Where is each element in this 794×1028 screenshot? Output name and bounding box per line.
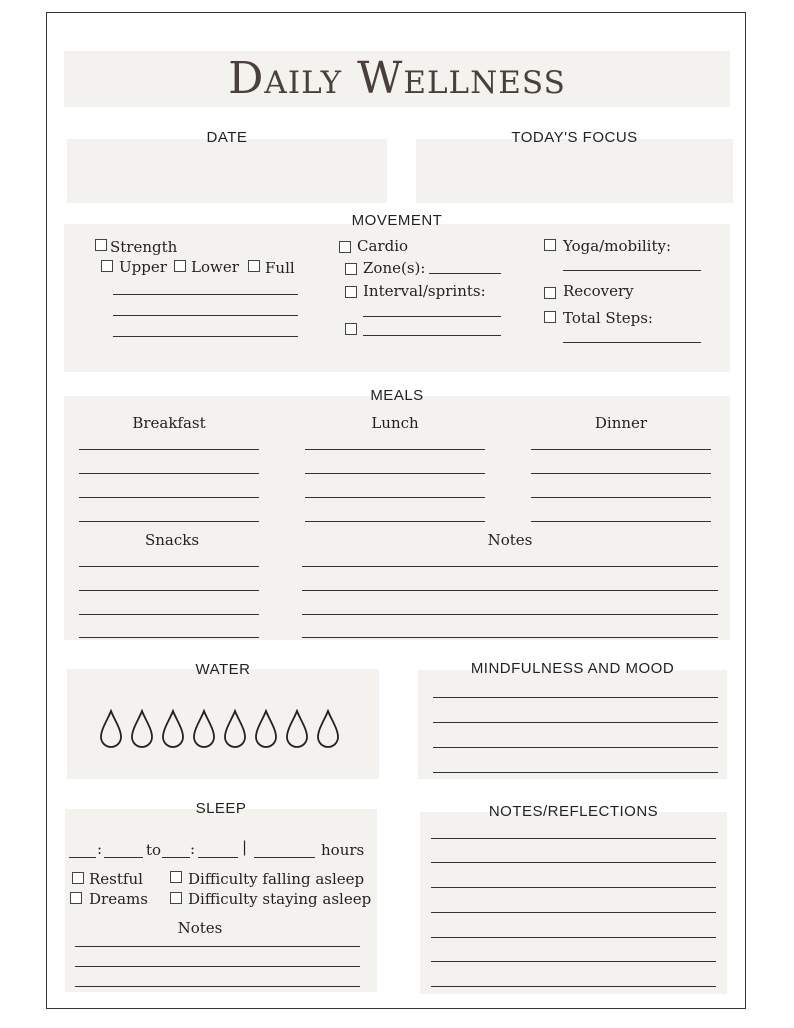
- snacks-line[interactable]: [79, 590, 259, 591]
- sleep-end-minute[interactable]: [198, 857, 238, 858]
- lower-label: Lower: [191, 258, 239, 276]
- reflections-line[interactable]: [431, 862, 716, 863]
- difficulty-falling-checkbox[interactable]: [170, 871, 182, 883]
- interval-label: Interval/sprints:: [363, 282, 486, 300]
- date-field[interactable]: [67, 139, 387, 203]
- total-steps-line[interactable]: [563, 342, 701, 343]
- reflections-label: NOTES/REFLECTIONS: [488, 803, 659, 820]
- dinner-line[interactable]: [531, 449, 711, 450]
- sleep-hours-label: hours: [321, 841, 365, 859]
- water-drop-icon[interactable]: [254, 709, 278, 749]
- sleep-label: SLEEP: [195, 800, 247, 817]
- dinner-line[interactable]: [531, 497, 711, 498]
- breakfast-line[interactable]: [79, 473, 259, 474]
- mindfulness-line[interactable]: [433, 697, 718, 698]
- reflections-line[interactable]: [431, 912, 716, 913]
- water-drop-icon[interactable]: [130, 709, 154, 749]
- focus-field[interactable]: [416, 139, 733, 203]
- water-drop-icon[interactable]: [223, 709, 247, 749]
- sleep-hours-field[interactable]: [254, 857, 315, 858]
- upper-label: Upper: [119, 258, 167, 276]
- lower-checkbox[interactable]: [174, 260, 186, 272]
- strength-line[interactable]: [113, 336, 298, 337]
- breakfast-line[interactable]: [79, 521, 259, 522]
- cardio-label: Cardio: [357, 237, 409, 255]
- reflections-line[interactable]: [431, 937, 716, 938]
- snacks-line[interactable]: [79, 614, 259, 615]
- sleep-colon: :: [97, 840, 103, 858]
- dreams-checkbox[interactable]: [70, 892, 82, 904]
- sleep-colon: :: [190, 840, 196, 858]
- total-steps-label: Total Steps:: [563, 309, 653, 327]
- lunch-line[interactable]: [305, 449, 485, 450]
- water-drop-icon[interactable]: [161, 709, 185, 749]
- page-title: Daily Wellness: [64, 51, 730, 107]
- recovery-label: Recovery: [563, 282, 634, 300]
- cardio-checkbox[interactable]: [339, 241, 351, 253]
- upper-checkbox[interactable]: [101, 260, 113, 272]
- restful-label: Restful: [89, 870, 143, 888]
- total-steps-checkbox[interactable]: [544, 311, 556, 323]
- snacks-line[interactable]: [79, 566, 259, 567]
- lunch-line[interactable]: [305, 473, 485, 474]
- dreams-label: Dreams: [89, 890, 148, 908]
- interval-checkbox[interactable]: [345, 286, 357, 298]
- yoga-line[interactable]: [563, 270, 701, 271]
- sleep-notes-line[interactable]: [75, 986, 360, 987]
- water-drop-icon[interactable]: [192, 709, 216, 749]
- mindfulness-label: MINDFULNESS AND MOOD: [470, 660, 675, 677]
- meals-section: [64, 396, 730, 640]
- reflections-section: [420, 812, 727, 994]
- difficulty-falling-label: Difficulty falling asleep: [188, 870, 365, 888]
- zones-line[interactable]: [429, 273, 501, 274]
- breakfast-label: Breakfast: [132, 414, 206, 432]
- snacks-line[interactable]: [79, 637, 259, 638]
- lunch-label: Lunch: [371, 414, 419, 432]
- meal-notes-line[interactable]: [302, 590, 718, 591]
- meal-notes-line[interactable]: [302, 566, 718, 567]
- snacks-label: Snacks: [144, 531, 200, 549]
- mindfulness-section: [418, 670, 727, 779]
- meal-notes-line[interactable]: [302, 614, 718, 615]
- zones-checkbox[interactable]: [345, 263, 357, 275]
- dinner-label: Dinner: [594, 414, 648, 432]
- other-checkbox[interactable]: [345, 323, 357, 335]
- sleep-start-hour[interactable]: [69, 857, 96, 858]
- strength-checkbox[interactable]: [95, 239, 107, 251]
- sleep-to-label: to: [146, 841, 162, 859]
- reflections-line[interactable]: [431, 838, 716, 839]
- sleep-notes-line[interactable]: [75, 946, 360, 947]
- sleep-divider: |: [242, 838, 248, 856]
- date-label-overlay: DATE: [206, 129, 248, 146]
- dinner-line[interactable]: [531, 473, 711, 474]
- meal-notes-label: Notes: [487, 531, 533, 549]
- zones-label: Zone(s):: [363, 259, 426, 277]
- strength-line[interactable]: [113, 294, 298, 295]
- focus-label: TODAY'S FOCUS: [511, 129, 638, 146]
- breakfast-line[interactable]: [79, 497, 259, 498]
- reflections-line[interactable]: [431, 887, 716, 888]
- lunch-line[interactable]: [305, 497, 485, 498]
- reflections-line[interactable]: [431, 986, 716, 987]
- full-label: Full: [265, 259, 295, 277]
- water-drop-icon[interactable]: [285, 709, 309, 749]
- reflections-line[interactable]: [431, 961, 716, 962]
- restful-checkbox[interactable]: [72, 872, 84, 884]
- interval-line[interactable]: [363, 316, 501, 317]
- full-checkbox[interactable]: [248, 260, 260, 272]
- sleep-end-hour[interactable]: [162, 857, 190, 858]
- lunch-line[interactable]: [305, 521, 485, 522]
- yoga-checkbox[interactable]: [544, 239, 556, 251]
- difficulty-staying-label: Difficulty staying asleep: [188, 890, 372, 908]
- sleep-start-minute[interactable]: [104, 857, 143, 858]
- mindfulness-line[interactable]: [433, 747, 718, 748]
- water-drop-icon[interactable]: [99, 709, 123, 749]
- yoga-label: Yoga/mobility:: [563, 237, 672, 255]
- meals-label: MEALS: [370, 387, 424, 404]
- difficulty-staying-checkbox[interactable]: [170, 892, 182, 904]
- meal-notes-line[interactable]: [302, 637, 718, 638]
- sleep-notes-label: Notes: [177, 919, 223, 937]
- strength-line[interactable]: [113, 315, 298, 316]
- recovery-checkbox[interactable]: [544, 287, 556, 299]
- dinner-line[interactable]: [531, 521, 711, 522]
- mindfulness-line[interactable]: [433, 772, 718, 773]
- breakfast-line[interactable]: [79, 449, 259, 450]
- water-drop-icon[interactable]: [316, 709, 340, 749]
- sleep-notes-line[interactable]: [75, 966, 360, 967]
- mindfulness-line[interactable]: [433, 722, 718, 723]
- water-label: WATER: [195, 661, 251, 678]
- movement-label: MOVEMENT: [351, 212, 443, 229]
- other-line[interactable]: [363, 335, 501, 336]
- strength-label: Strength: [110, 238, 178, 256]
